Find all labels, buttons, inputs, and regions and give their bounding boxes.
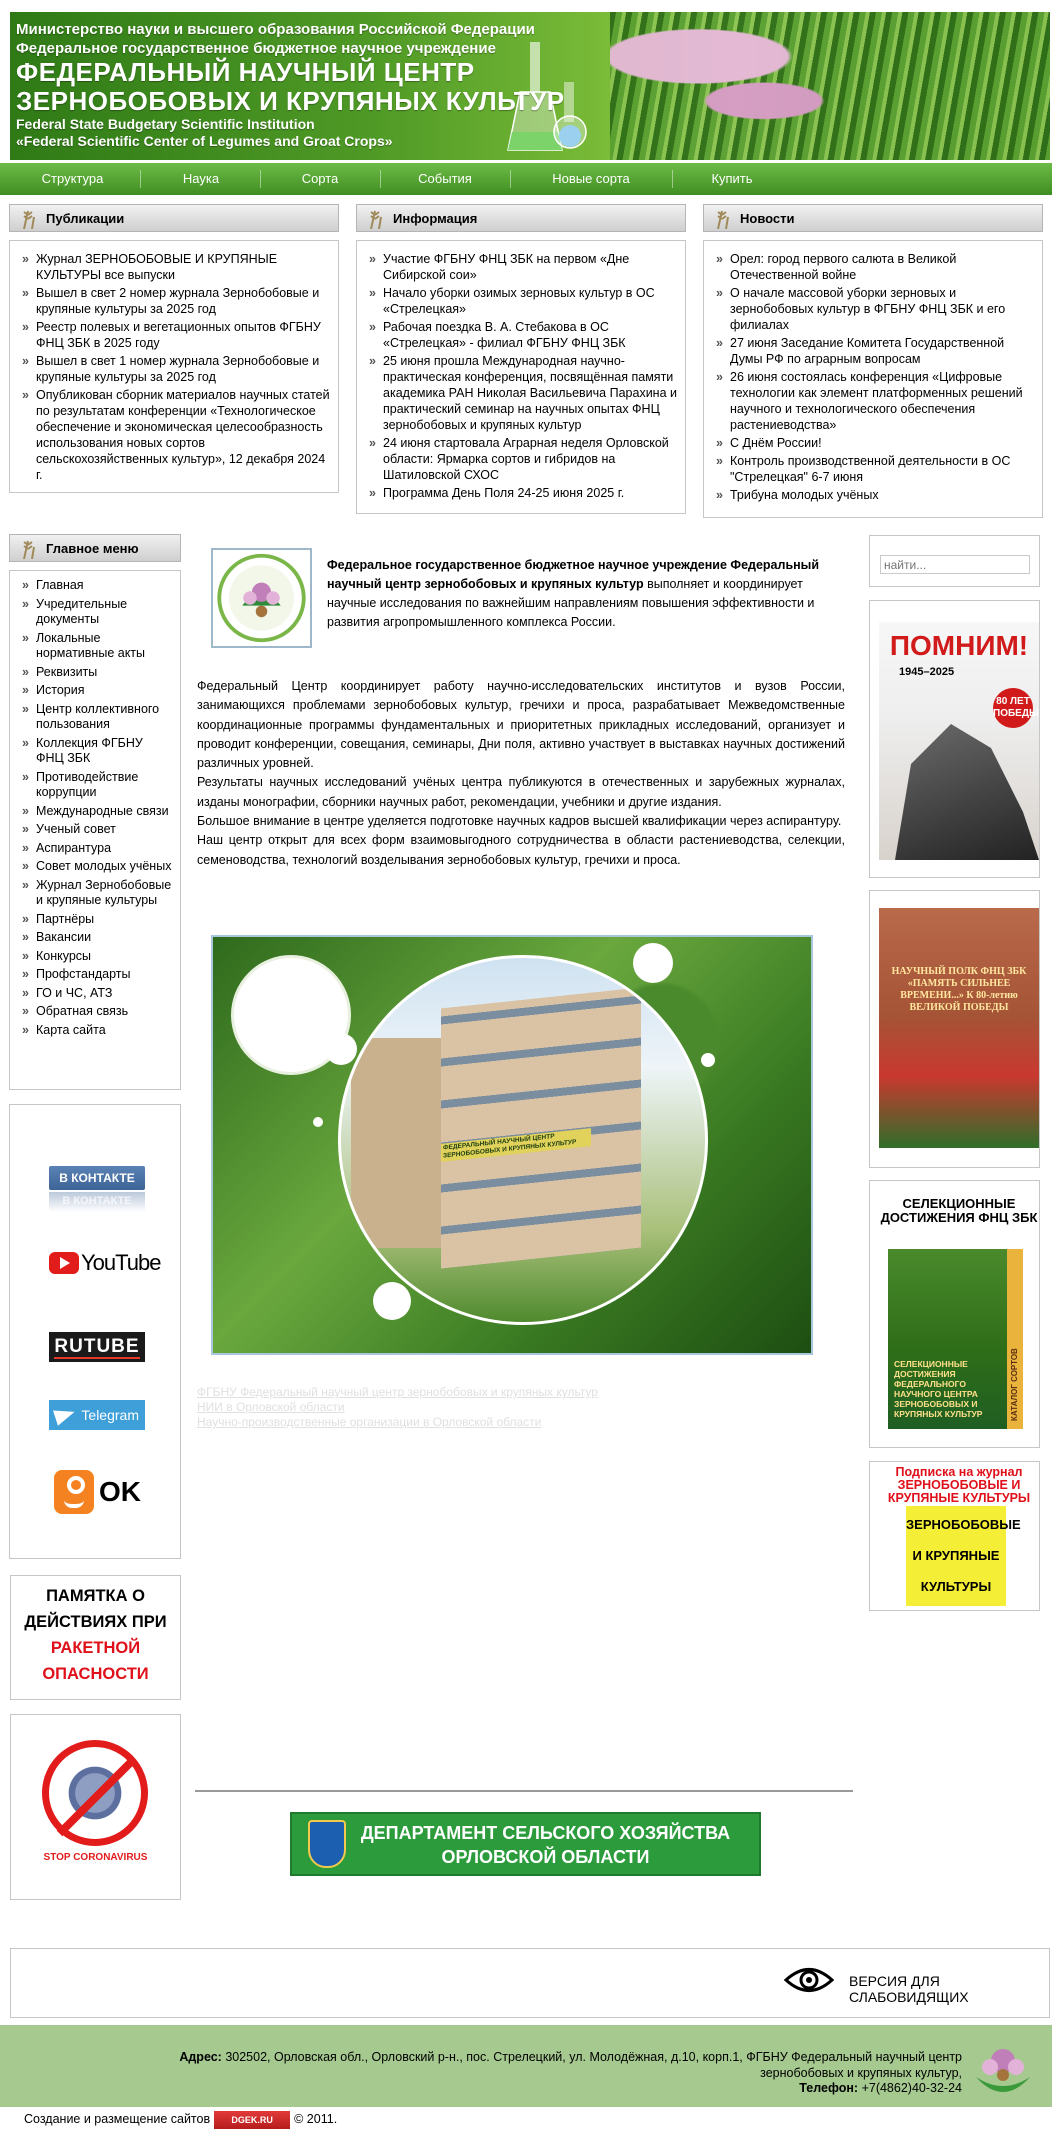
wheat-icon [20,539,38,559]
main-menu-title: Главное меню [46,541,139,556]
menu-item-prof-standards[interactable]: » Профстандарты [20,967,172,983]
agriculture-department-banner[interactable] [290,1812,761,1876]
footer-contacts [102,2050,962,2097]
address-label: Адрес: [179,2050,222,2064]
breeding-achievements-title: СЕЛЕКЦИОННЫЕ ДОСТИЖЕНИЯ ФНЦ ЗБК [880,1196,1038,1225]
telegram-plane-icon [53,1404,77,1425]
information-header [356,204,686,232]
youtube-link[interactable] [49,1250,161,1278]
search-input[interactable] [880,555,1030,574]
pomnim-banner[interactable] [879,622,1039,860]
menu-item-young-scientists[interactable]: » Совет молодых учёных [20,859,172,875]
information-item[interactable]: » Начало уборки озимых зерновых культур в ОС «Стрелецкая» [367,285,677,317]
odnoklassniki-label: OK [99,1476,141,1507]
copyright-year: © 2011. [294,2112,338,2126]
news-item[interactable]: » С Днём России! [714,435,1034,451]
menu-item-feedback[interactable]: » Обратная связь [20,1004,172,1020]
header-plants-image [610,12,1050,160]
regiment-text: НАУЧНЫЙ ПОЛК ФНЦ ЗБК «ПАМЯТЬ СИЛЬНЕЕ ВРЕМЕНИ...» К 80-летию ВЕЛИКОЙ ПОБЕДЫ [891,966,1027,1013]
memo-line4: ОПАСНОСТИ [42,1665,149,1683]
rutube-label: RUTUBE [54,1336,140,1357]
site-header-banner[interactable] [10,12,1050,160]
site-credits [24,2108,337,2130]
telegram-label: Telegram [81,1407,139,1423]
header-ministry: Министерство науки и высшего образования Российской Федерации [16,21,535,38]
address-text: 302502, Орловская обл., Орловский р-н., пос. Стрелецкий, ул. Молодёжная, д.10, корп.1, ФГБНУ Федеральный научный центр зернобобовых и крупяных культур, [221,2050,962,2080]
wheat-icon [20,209,38,229]
about-paragraph: Результаты научных исследований учёных центра публикуются в отечественных и зарубежных журналах, изданы монографии, сборники научных работ, рекомендации, учебники и другие издания. [197,775,845,809]
news-item[interactable]: » Контроль производственной деятельности в ОС "Стрелецкая" 6-7 июня [714,453,1034,485]
vk-link[interactable]: В КОНТАКТЕ [49,1166,145,1190]
eye-icon[interactable] [784,1965,834,1995]
department-line2: ОРЛОВСКОЙ ОБЛАСТИ [441,1847,650,1867]
news-list [703,240,1043,518]
main-menu-list [9,570,181,1090]
journal-cover-line1: ЗЕРНОБОБОВЫЕ [906,1517,1021,1532]
building-circle-image [338,955,708,1325]
intro-description: выполняет и координирует научные исследования по важнейшим направлениям повышения эффективности и развития агропромышленного комплекса России. [327,577,815,629]
footer-logo [970,2037,1036,2099]
about-paragraph: Федеральный Центр координирует работу научно-исследовательских институтов и вузов России, занимающихся проблемами зернобобовых культур, гречихи и проса, разрабатывает Межведомственные координационные программы фундаментальных и приоритетных прикладных исследований, организует и проводит конференции, совещания, семинары, Дни поля, активно участвует в выставках научных достижений различных уровней. [197,679,845,771]
journal-cover-line2: И КРУПЯНЫЕ [912,1548,1000,1563]
publication-item[interactable]: » Реестр полевых и вегетационных опытов ФГБНУ ФНЦ ЗБК в 2025 году [20,319,330,351]
catalog-side-strip [1007,1249,1023,1429]
accessibility-bar [10,1948,1050,2018]
vk-reflection: В КОНТАКТЕ [49,1192,145,1212]
nav-item-science[interactable]: Наука [182,171,220,186]
nav-item-structure[interactable]: Структура [41,171,104,186]
seo-link[interactable]: ФГБНУ Федеральный научный центр зернобобовых и крупяных культур [197,1385,598,1399]
header-title-line2: ЗЕРНОБОБОВЫХ И КРУПЯНЫХ КУЛЬТУР [16,86,565,116]
menu-item-anti-corruption[interactable]: » Противодействие коррупции [20,770,172,801]
nav-item-events[interactable]: События [418,171,472,186]
header-english-line2: «Federal Scientific Center of Legumes and Groat Crops» [16,133,393,149]
news-item[interactable]: » 26 июня состоялась конференция «Цифровые технологии как элемент платформенных решений научного и технологического обеспечения растениеводства» [714,369,1034,433]
menu-item-postgraduate[interactable]: » Аспирантура [20,841,172,857]
publications-header [9,204,339,232]
site-footer [0,2025,1052,2107]
intro-institution-name: Федеральное государственное бюджетное научное учреждение Федеральный научный центр зернобобовых и крупяных культур [327,558,820,591]
information-item[interactable]: » Программа День Поля 24-25 июня 2025 г. [367,485,677,501]
wheat-icon [367,209,385,229]
variety-catalog-cover[interactable] [888,1249,1023,1429]
intro-text [327,556,843,632]
publication-item[interactable]: » Журнал ЗЕРНОБОБОВЫЕ И КРУПЯНЫЕ КУЛЬТУРЫ все выпуски [20,251,330,283]
nav-separator [260,170,261,188]
institute-building-photo [211,935,813,1355]
building-sign: ФЕДЕРАЛЬНЫЙ НАУЧНЫЙ ЦЕНТР ЗЕРНОБОБОВЫХ И КРУПЯНЫХ КУЛЬТУР [441,1128,591,1162]
phone-label: Телефон: [799,2081,859,2095]
news-header [703,204,1043,232]
science-regiment-banner[interactable] [879,908,1039,1148]
news-title: Новости [740,211,795,226]
journal-cover-image[interactable] [906,1506,1021,1606]
information-item[interactable]: » 24 июня стартовала Аграрная неделя Орловской области: Ярмарка сортов и гибридов на Шатиловской СХОС [367,435,677,483]
youtube-play-icon [49,1252,79,1274]
menu-item-shared-use-center[interactable]: » Центр коллективного пользования [20,702,172,733]
virus-prohibited-icon [42,1740,148,1846]
oryol-coat-of-arms-icon [308,1820,346,1868]
stop-coronavirus-label: STOP CORONAVIRUS [43,1852,148,1863]
menu-item-contests[interactable]: » Конкурсы [20,949,172,965]
news-item[interactable]: » Орел: город первого салюта в Великой Отечественной войне [714,251,1034,283]
department-line1: ДЕПАРТАМЕНТ СЕЛЬСКОГО ХОЗЯЙСТВА [360,1823,731,1843]
information-item[interactable]: » Рабочая поездка В. А. Стебакова в ОС «Стрелецкая» - филиал ФГБНУ ФНЦ ЗБК [367,319,677,351]
menu-item-vacancies[interactable]: » Вакансии [20,930,172,946]
nav-separator [510,170,511,188]
memo-line2: ДЕЙСТВИЯХ ПРИ [24,1613,167,1631]
publication-item[interactable]: » Вышел в свет 2 номер журнала Зернобобовые и крупяные культуры за 2025 год [20,285,330,317]
news-item[interactable]: » 27 июня Заседание Комитета Государственной Думы РФ по аграрным вопросам [714,335,1034,367]
youtube-label: YouTube [81,1250,161,1275]
odnoklassniki-icon [54,1470,94,1514]
seo-link[interactable]: Научно-производственные организации в Орловской области [197,1415,542,1429]
publication-item[interactable]: » Опубликован сборник материалов научных статей по результатам конференции «Технологическое обеспечение и экономическая целесообразность использования новых сортов сельскохозяйственных культур», 12 декабря 2024 г. [20,387,330,483]
menu-item-academic-council[interactable]: » Ученый совет [20,822,172,838]
wheat-icon [714,209,732,229]
information-item[interactable]: » Участие ФГБНУ ФНЦ ЗБК на первом «Дне Сибирской сои» [367,251,677,283]
about-text [197,677,845,870]
publications-list [9,240,339,493]
menu-item-international[interactable]: » Международные связи [20,804,172,820]
institute-emblem [211,548,312,648]
header-institution-type: Федеральное государственное бюджетное научное учреждение [16,40,496,57]
menu-item-partners[interactable]: » Партнёры [20,912,172,928]
information-title: Информация [393,211,478,226]
information-item[interactable]: » 25 июня прошла Международная научно-практическая конференция, посвящённая памяти академика РАН Николая Васильевича Парахина и практический семинар на научных опытах ФНЦ зернобобовых и крупяных культур [367,353,677,433]
menu-item-collection[interactable]: » Коллекция ФГБНУ ФНЦ ЗБК [20,736,172,767]
odnoklassniki-link[interactable] [49,1470,145,1514]
nav-item-new-varieties[interactable]: Новые сорта [552,171,630,186]
main-navigation [0,163,1052,195]
menu-item-requisites[interactable]: » Реквизиты [20,665,172,681]
nav-separator [672,170,673,188]
nav-separator [140,170,141,188]
header-title-line1: ФЕДЕРАЛЬНЫЙ НАУЧНЫЙ ЦЕНТР [16,57,475,87]
victory-80-badge: 80 ЛЕТ ПОБЕДЫ [993,688,1033,728]
nav-item-varieties[interactable]: Сорта [301,171,339,186]
journal-cover-line3: КУЛЬТУРЫ [920,1579,992,1594]
menu-item-sitemap[interactable]: » Карта сайта [20,1023,172,1039]
telegram-link[interactable] [49,1400,145,1430]
content-divider [195,1790,853,1792]
catalog-side-label: КАТАЛОГ СОРТОВ [1010,1348,1019,1421]
menu-item-civil-defense[interactable]: » ГО и ЧС, АТЗ [20,986,172,1002]
credits-text: Создание и размещение сайтов [24,2112,211,2126]
information-list [356,240,686,514]
about-paragraph: Наш центр открыт для всех форм взаимовыгодного сотрудничества в области растениеводства, селекции, семеноводства, технологий возделывания зернобобовых культур, гречихи и проса. [197,833,845,867]
missile-danger-memo-link[interactable] [10,1575,181,1700]
phone-number: +7(4862)40-32-24 [858,2081,962,2095]
seo-link[interactable]: НИИ в Орловской области [197,1400,345,1414]
menu-item-history[interactable]: » История [20,683,172,699]
main-menu-header [9,534,181,562]
seo-links [197,1385,598,1430]
dgek-logo-link[interactable]: DGEK.RU [214,2111,290,2129]
pomnim-title: ПОМНИМ! [889,630,1029,661]
subscription-title[interactable]: Подписка на журнал ЗЕРНОБОБОВЫЕ И КРУПЯНЫЕ КУЛЬТУРЫ [887,1465,1031,1505]
publication-item[interactable]: » Вышел в свет 1 номер журнала Зернобобовые и крупяные культуры за 2025 год [20,353,330,385]
menu-item-local-acts[interactable]: » Локальные нормативные акты [20,631,172,662]
header-english-line1: Federal State Budgetary Scientific Institution [16,116,315,132]
publications-title: Публикации [46,211,125,226]
memo-line3: РАКЕТНОЙ [50,1639,141,1657]
nav-item-buy[interactable]: Купить [711,171,753,186]
news-item[interactable]: » О начале массовой уборки зерновых и зернобобовых культур в ФГБНУ ФНЦ ЗБК и его филиалах [714,285,1034,333]
news-item[interactable]: » Трибуна молодых учёных [714,487,1034,503]
menu-item-founding-docs[interactable]: » Учредительные документы [20,597,172,628]
pomnim-years: 1945–2025 [899,666,955,678]
rutube-link[interactable] [49,1332,145,1362]
nav-separator [380,170,381,188]
low-vision-version-link[interactable]: ВЕРСИЯ ДЛЯ СЛАБОВИДЯЩИХ [849,1973,969,2005]
catalog-cover-text: СЕЛЕКЦИОННЫЕ ДОСТИЖЕНИЯ ФЕДЕРАЛЬНОГО НАУЧНОГО ЦЕНТРА ЗЕРНОБОБОВЫХ И КРУПЯНЫХ КУЛЬТУР [894,1359,983,1419]
about-paragraph: Большое внимание в центре уделяется подготовке научных кадров высшей квалификации через аспирантуру. [197,814,842,829]
menu-item-journal[interactable]: » Журнал Зернобобовые и крупяные культуры [20,878,172,909]
memo-line1: ПАМЯТКА О [46,1587,145,1605]
menu-item-home[interactable]: » Главная [20,578,172,594]
